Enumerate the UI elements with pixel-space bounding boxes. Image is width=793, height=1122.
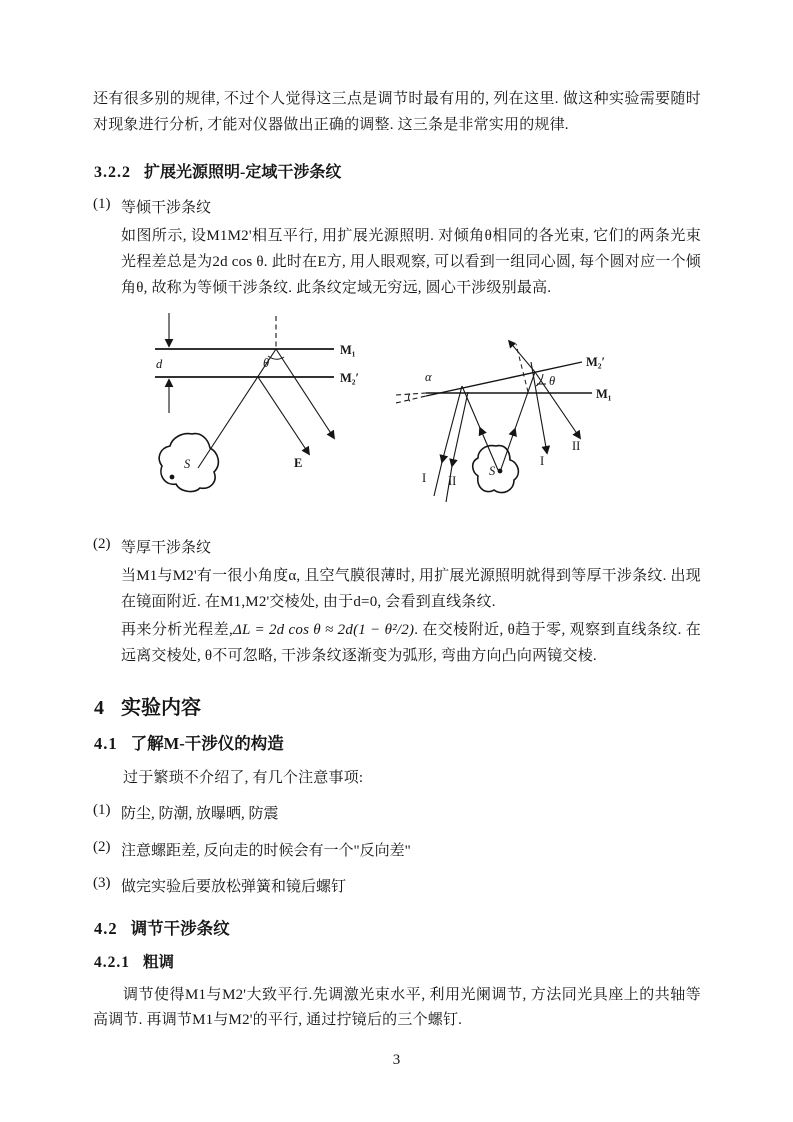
section-heading-41 [94,730,284,754]
list-item: 注意螺距差, 反向走的时候会有一个"反向差" [121,843,411,859]
list-item-body: 当M1与M2'有一很小角度α, 且空气膜很薄时, 用扩展光源照明就得到等厚干涉条纹. 出现在镜面附近. 在M1,M2'交棱处, 由于d=0, 会看到直线条纹. [121,568,701,610]
label-m2: M₂′ [586,355,606,369]
section-title: 了解M-干涉仪的构造 [130,734,284,753]
label-theta: θ [263,356,270,370]
figure-left-diagram [148,310,363,515]
section-heading-421 [94,950,174,972]
list-item-title: 等倾干涉条纹 [121,200,212,216]
section-number: 4.1 [94,734,118,753]
section-title: 扩展光源照明-定域干涉条纹 [144,164,342,181]
section-number: 4 [94,697,104,719]
section-heading-4 [94,691,201,720]
section-title: 实验内容 [121,697,201,719]
list-item-title: 等厚干涉条纹 [121,540,212,556]
list-item: 做完实验后要放松弹簧和镜后螺钉 [121,879,347,895]
list-item-body-2 [121,617,701,669]
section-number: 4.2.1 [94,954,130,971]
label-d: d [156,357,163,371]
source-blob [473,446,519,493]
label-ray1-right: I [540,454,545,468]
list-item-body: 如图所示, 设M1M2'相互平行, 用扩展光源照明. 对倾角θ相同的各光束, 它们的两条光束光程差总是为2d cos θ. 此时在E方, 用人眼观察, 可以看到一组同心圆, 每个圆对应一个倾角θ, 故称为等倾干涉条纹. 此条纹定域无穷远, 圆心干涉级别最高. [121,228,701,296]
source-point [498,469,503,474]
list-marker: (2) [93,839,111,855]
source-point [170,475,175,480]
section-heading-42 [94,915,230,939]
intro-paragraph: 还有很多别的规律, 不过个人觉得这三点是调节时最有用的, 列在这里. 做这种实验需要随时对现象进行分析, 才能对仪器做出正确的调整. 这三条是非常实用的规律. [93,91,701,133]
mirror-m1-line [396,393,592,395]
label-m1: M₁ [340,343,356,357]
label-m1: M₁ [596,387,612,401]
label-ray2-right: II [572,439,581,453]
list-marker: (2) [93,536,111,552]
section-number: 4.2 [94,919,118,938]
paragraph: 过于繁琐不介绍了, 有几个注意事项: [123,770,364,786]
section-number: 3.2.2 [94,164,131,181]
label-s: S [184,457,191,471]
incident-ray-right [500,372,535,472]
incident-ray-left [462,386,498,470]
label-ray1-left: I [422,471,427,485]
inline-formula: ΔL = 2d cos θ ≈ 2d(1 − θ²/2) [232,622,415,638]
list-marker: (3) [93,875,111,891]
label-ray2-left: II [448,474,457,488]
reflected-ray-2 [276,349,334,438]
body-text-suffix: . 在交棱附近, θ趋于零, 观察到直线条纹. 在远离交棱处, θ不可忽略, 干涉条纹逐渐变为弧形, 弯曲方向凸向两镜交棱. [121,622,702,664]
label-e: E [294,456,303,470]
figure-right-diagram [396,310,654,515]
list-marker: (1) [93,802,111,818]
body-text-prefix: 再来分析光程差, [121,622,233,638]
alpha-angle-arc [409,394,411,402]
section-heading-322 [94,159,341,182]
section-title: 调节干涉条纹 [130,919,230,938]
list-marker: (1) [93,196,111,212]
label-alpha: α [425,370,432,384]
label-m2: M₂′ [340,371,360,385]
label-theta: θ [549,374,556,388]
paragraph: 调节使得M1与M2'大致平行.先调激光束水平, 利用光阑调节, 方法同光具座上的共轴等高调节. 再调节M1与M2'的平行, 通过拧镜后的三个螺钉. [93,987,701,1028]
list-item: 防尘, 防潮, 放曝晒, 防震 [121,806,279,822]
page-number: 3 [392,1052,401,1068]
label-s: S [489,464,496,478]
section-title: 粗调 [143,954,175,971]
